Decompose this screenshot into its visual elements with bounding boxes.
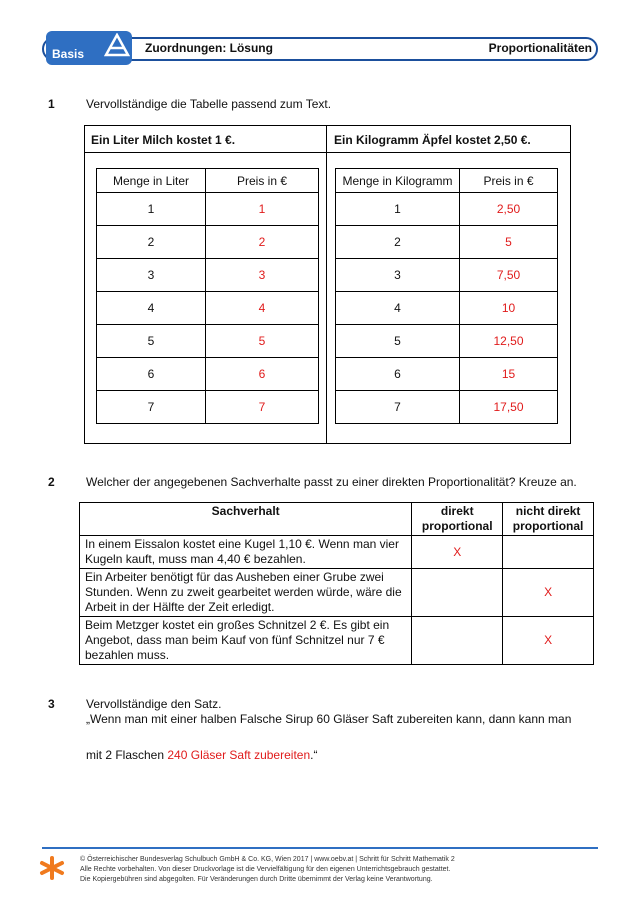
cross-mark: X — [503, 617, 594, 665]
answer-cell: 7 — [206, 391, 319, 424]
answer-text: 240 Gläser Saft zubereiten — [167, 748, 311, 762]
answer-cell: 4 — [206, 292, 319, 325]
table-cell: 5 — [97, 325, 206, 358]
table-cell: 3 — [336, 259, 460, 292]
cross-mark — [412, 617, 503, 665]
answer-cell: 5 — [206, 325, 319, 358]
topic-title: Proportionalitäten — [488, 41, 592, 55]
table-cell: 1 — [97, 193, 206, 226]
cross-mark: X — [503, 569, 594, 617]
table-cell: 4 — [97, 292, 206, 325]
worksheet-title: Zuordnungen: Lösung — [145, 41, 273, 55]
publisher-logo-icon — [38, 855, 66, 881]
table-header: direkt proportional — [412, 503, 503, 536]
table-header: Preis in € — [206, 169, 319, 193]
cross-mark — [503, 536, 594, 569]
situation-text: In einem Eissalon kostet eine Kugel 1,10 €. Wenn man vier Kugeln kauft, muss man 4,40 € bezahlen. — [80, 536, 412, 569]
cross-mark: X — [412, 536, 503, 569]
answer-cell: 6 — [206, 358, 319, 391]
task-number: 1 — [48, 97, 55, 111]
footer-line — [42, 847, 598, 849]
answer-cell: 5 — [460, 226, 558, 259]
task-number: 3 — [48, 697, 55, 711]
table-cell: 6 — [97, 358, 206, 391]
situation-text: Ein Arbeiter benötigt für das Ausheben einer Grube zwei Stunden. Wenn zu zweit gearbeitet werden würde, wäre die Arbeit in der Hälfte der Zeit erledigt. — [80, 569, 412, 617]
footer-line-3: Die Kopiergebühren sind abgegolten. Für Veränderungen durch Dritte übernimmt der Verlag keine Verantwortung. — [80, 876, 433, 883]
level-badge — [46, 31, 132, 65]
answer-prefix: mit 2 Flaschen — [86, 748, 168, 762]
cross-mark — [412, 569, 503, 617]
badge-label: Basis — [52, 47, 85, 61]
table-header: Menge in Kilogramm — [336, 169, 460, 193]
sentence-text: „Wenn man mit einer halben Falsche Sirup 60 Gläser Saft zubereiten kann, dann kann man — [86, 712, 572, 726]
sentence-completion — [86, 748, 317, 762]
apple-table — [335, 168, 558, 424]
footer-line-2: Alle Rechte vorbehalten. Von dieser Druckvorlage ist die Vervielfältigung für den eigenen Unterrichtsgebrauch gestattet. — [80, 866, 451, 873]
apple-caption: Ein Kilogramm Äpfel kostet 2,50 €. — [334, 133, 531, 147]
answer-cell: 2 — [206, 226, 319, 259]
footer-line-1: © Österreichischer Bundesverlag Schulbuch GmbH & Co. KG, Wien 2017 | www.oebv.at | Schritt für Schritt Mathematik 2 — [80, 856, 455, 863]
table-header: Sachverhalt — [80, 503, 412, 536]
milk-table — [96, 168, 319, 424]
table-cell: 3 — [97, 259, 206, 292]
milk-caption: Ein Liter Milch kostet 1 €. — [91, 133, 236, 147]
task1-divider — [326, 125, 327, 444]
table-cell: 6 — [336, 358, 460, 391]
triangle-icon — [104, 33, 130, 57]
answer-cell: 1 — [206, 193, 319, 226]
table-header: Menge in Liter — [97, 169, 206, 193]
table-cell: 2 — [97, 226, 206, 259]
task-instruction: Welcher der angegebenen Sachverhalte passt zu einer direkten Proportionalität? Kreuze an. — [86, 475, 577, 489]
task-instruction: Vervollständige die Tabelle passend zum Text. — [86, 97, 332, 111]
table-header: nicht direkt proportional — [503, 503, 594, 536]
answer-cell: 7,50 — [460, 259, 558, 292]
table-cell: 1 — [336, 193, 460, 226]
task-number: 2 — [48, 475, 55, 489]
proportion-table — [79, 502, 594, 665]
table-cell: 2 — [336, 226, 460, 259]
table-header: Preis in € — [460, 169, 558, 193]
answer-cell: 15 — [460, 358, 558, 391]
table-cell: 4 — [336, 292, 460, 325]
answer-suffix: .“ — [310, 748, 318, 762]
footer-copyright — [80, 855, 455, 885]
answer-cell: 3 — [206, 259, 319, 292]
situation-text: Beim Metzger kostet ein großes Schnitzel 2 €. Es gibt ein Angebot, dass man beim Kauf von fünf Schnitzel nur 7 € bezahlen muss. — [80, 617, 412, 665]
table-cell: 7 — [97, 391, 206, 424]
answer-cell: 2,50 — [460, 193, 558, 226]
table-cell: 5 — [336, 325, 460, 358]
task-instruction: Vervollständige den Satz. — [86, 697, 222, 711]
table-cell: 7 — [336, 391, 460, 424]
answer-cell: 10 — [460, 292, 558, 325]
task1-caption-line — [84, 152, 571, 153]
answer-cell: 12,50 — [460, 325, 558, 358]
answer-cell: 17,50 — [460, 391, 558, 424]
